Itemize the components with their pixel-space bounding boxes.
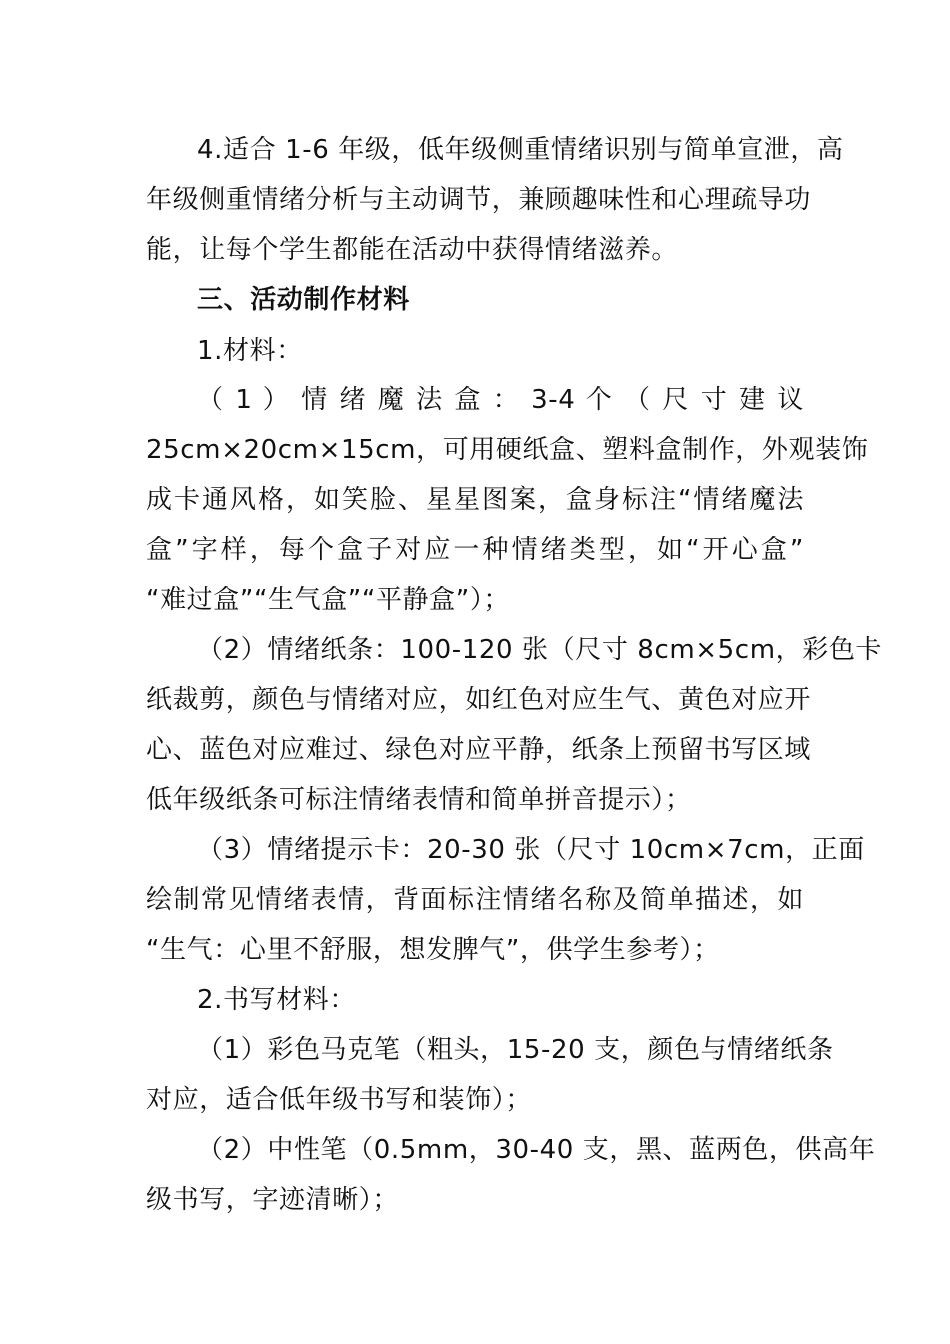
- item-1-line-2: 25cm×20cm×15cm，可用硬纸盒、塑料盒制作，外观装饰: [146, 435, 869, 465]
- writing-item-1-line-2: 对应，适合低年级书写和装饰）；: [146, 1085, 533, 1115]
- item-1-line-5: “难过盒”“生气盒”“平静盒”）；: [146, 585, 511, 615]
- paragraph-4-line-3: 能，让每个学生都能在活动中获得情绪滋养。: [146, 235, 679, 265]
- writing-item-2-line-1: （2）中性笔（0.5mm，30-40 支，黑、蓝两色，供高年: [197, 1135, 876, 1165]
- writing-materials-subheading: 2.书写材料：: [197, 985, 357, 1015]
- item-2-line-1: （2）情绪纸条：100-120 张（尺寸 8cm×5cm，彩色卡: [197, 635, 883, 665]
- item-1-line-1: （ 1 ） 情 绪 魔 法 盒 ： 3-4 个 （ 尺 寸 建 议: [197, 385, 804, 415]
- item-2-line-2: 纸裁剪，颜色与情绪对应，如红色对应生气、黄色对应开: [146, 685, 812, 715]
- materials-subheading: 1.材料：: [197, 336, 303, 366]
- item-1-line-3: 成卡通风格，如笑脸、星星图案，盒身标注“情绪魔法: [146, 485, 804, 515]
- item-2-line-3: 心、蓝色对应难过、绿色对应平静，纸条上预留书写区域: [146, 735, 812, 765]
- item-3-line-1: （3）情绪提示卡：20-30 张（尺寸 10cm×7cm，正面: [197, 835, 865, 865]
- writing-item-1-line-1: （1）彩色马克笔（粗头，15-20 支，颜色与情绪纸条: [197, 1035, 834, 1065]
- item-1-line-4: 盒”字样，每个盒子对应一种情绪类型，如“开心盒”: [146, 535, 804, 565]
- writing-item-2-line-2: 级书写，字迹清晰）；: [146, 1185, 400, 1215]
- item-3-line-3: “生气：心里不舒服，想发脾气”，供学生参考）；: [146, 935, 720, 965]
- section-heading: 三、活动制作材料: [197, 285, 410, 315]
- paragraph-4-line-1: 4.适合 1-6 年级，低年级侧重情绪识别与简单宣泄，高: [197, 135, 844, 165]
- item-3-line-2: 绘制常见情绪表情，背面标注情绪名称及简单描述，如: [146, 885, 804, 915]
- item-2-line-4: 低年级纸条可标注情绪表情和简单拼音提示）；: [146, 785, 692, 815]
- paragraph-4-line-2: 年级侧重情绪分析与主动调节，兼顾趣味性和心理疏导功: [146, 185, 812, 215]
